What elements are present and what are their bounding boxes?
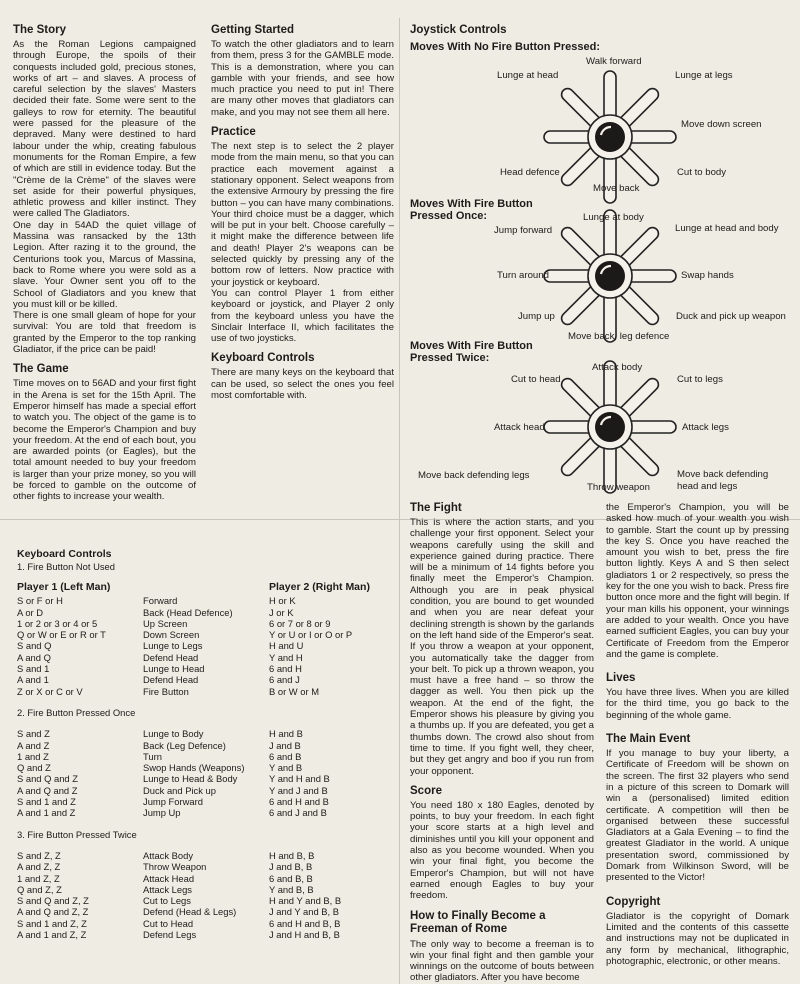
dial2-heading — [410, 198, 533, 222]
lives-text: You have three lives. When you are killed for the third time, you go back to the beginning of the whole game. — [606, 687, 789, 721]
player2-keys: J and B, B — [269, 861, 313, 873]
key-table-row — [17, 918, 397, 929]
key-table-row — [17, 796, 397, 807]
action-name: Turn — [143, 750, 162, 762]
player2-keys: J or K — [269, 606, 294, 618]
freeman-heading-line: Freeman of Rome — [410, 922, 508, 935]
player2-keys: Y and H — [269, 651, 303, 663]
player1-heading: Player 1 (Left Man) — [17, 581, 111, 594]
action-name: Cut to Legs — [143, 895, 191, 907]
action-name: Defend Head — [143, 651, 199, 663]
joystick-dial-fire-once — [540, 206, 680, 346]
getting-started-heading: Getting Started — [211, 24, 295, 36]
dial3-label: Move back defending legs — [418, 470, 530, 481]
player1-keys: 1 and Z — [17, 750, 49, 762]
player1-keys: Q and Z — [17, 762, 51, 774]
key-table-row — [17, 773, 397, 784]
action-name: Lunge to Head — [143, 663, 205, 675]
fight-text: This is where the action starts, and you challenge your first opponent. Select your weapons carefully using the skill and experience gained during practice. There will be a minimum of 14 fights before you finally meet the Emperor's Champion. Although you are in peak physical condition, you are bound to get wounded and when you are near defeat your declining strength is shown by the garlands on the left hand side of the Emperor's seat. If you throw a weapon at your opponent, you automatically take the dagger from your belt. To pick up a thrown weapon, you must have a free hand – so throw the dagger as well. You then pick up the weapon. At the end of the fight, the Emperor shows his pleasure by giving you a thumbs up. If you are defeated, you get a thumbs down. The crowd also shout from time to time. If you fight well, they cheer, but they get angry and boo if you run from your opponent. — [410, 517, 594, 777]
action-name: Defend Head — [143, 674, 199, 686]
keyboard-controls-text: There are many keys on the keyboard that can be used, so select the ones you feel most comfortable with. — [211, 367, 394, 402]
player2-keys: 6 and B, B — [269, 872, 313, 884]
key-table-row — [17, 618, 397, 629]
key-table-row — [17, 762, 397, 773]
getting-started-text: To watch the other gladiators and to learn from them, press 3 for the GAMBLE mode. This is a demonstration, where you can gamble with your friends, and see how much practice you need to put in! There are many other moves that gladiators can make, and you may not see them all here. — [211, 39, 394, 118]
player2-keys: 6 and H and B — [269, 796, 329, 808]
practice-paragraph: The next step is to select the 2 player mode from the main menu, so that you can practice each movement against a stationary opponent. Select weapons from the extensive Armoury by pressing the fire button – you can have many combinations. Your third choice must be a dagger, which will be put in your belt. Choose carefully – it might make the difference between life and death! Player 2's weapons can be selected quickly by pressing any of the bottom row of letters. Now practice with your joystick or keyboard. — [211, 141, 394, 288]
player1-keys: A and 1 and Z — [17, 807, 76, 819]
dial3-label: Attack head — [494, 422, 545, 433]
action-name: Defend Legs — [143, 929, 197, 941]
lives-heading: Lives — [606, 672, 636, 685]
action-name: Throw Weapon — [143, 861, 207, 873]
action-name: Down Screen — [143, 629, 200, 641]
key-table-row — [17, 884, 397, 895]
key-table-row — [17, 873, 397, 884]
action-name: Back (Head Defence) — [143, 606, 233, 618]
player2-keys: 6 and J and B — [269, 807, 327, 819]
game-heading: The Game — [13, 363, 69, 376]
player1-keys: S and Z, Z — [17, 849, 61, 861]
player1-keys: S and Q — [17, 640, 52, 652]
column-fight — [410, 502, 594, 984]
dial2-label: Swap hands — [681, 270, 734, 281]
player1-keys: S and Q and Z — [17, 773, 78, 785]
dial2-label: Lunge at head and body — [675, 223, 779, 234]
joystick-heading: Joystick Controls — [410, 24, 507, 36]
dial3-heading-line: Pressed Twice: — [410, 352, 490, 364]
dial1-label: Cut to body — [677, 167, 727, 178]
key-table-heading: Keyboard Controls — [17, 548, 112, 560]
player1-keys: A and Z, Z — [17, 861, 61, 873]
player1-keys: S or F or H — [17, 595, 63, 607]
dial2-label: Move back, leg defence — [568, 331, 670, 342]
player2-keys: Y and J and B — [269, 784, 328, 796]
main-event-text: If you manage to buy your liberty, a Certificate of Freedom will be shown on the screen. The first 32 players who send in a picture of this screen to Domark will win a (personalised) limited edition certificate. A competition will then be organised between these successful Gladiators at a Gala Evening – to find the greatest Gladiator in the world. A unique presentation sword, commissioned by Domark from Wilkinson Sword, will be presented to the Victor! — [606, 748, 789, 884]
player1-keys: Q or W or E or R or T — [17, 629, 106, 641]
player2-keys: H and B — [269, 728, 303, 740]
joystick-dial-fire-twice — [540, 357, 680, 497]
dial3-label: Attack body — [592, 362, 643, 373]
action-name: Jump Forward — [143, 796, 203, 808]
player1-keys: S and Z — [17, 728, 50, 740]
player1-keys: 1 or 2 or 3 or 4 or 5 — [17, 617, 98, 629]
score-heading: Score — [410, 784, 442, 797]
dial3-heading-line: Moves With Fire Button — [410, 340, 533, 352]
dial3-heading — [410, 340, 533, 364]
key-table-row — [17, 640, 397, 651]
player1-keys: S and 1 and Z, Z — [17, 917, 87, 929]
player2-keys: Y and H and B — [269, 773, 330, 785]
player2-keys: 6 and H — [269, 663, 302, 675]
key-table-sub: 2. Fire Button Pressed Once — [17, 706, 136, 718]
action-name: Attack Body — [143, 849, 194, 861]
dial1-label: Move down screen — [681, 119, 762, 130]
score-text: You need 180 x 180 Eagles, denoted by points, to buy your freedom. In each fight your score starts at a high level and diminishes until you kill your opponent and also as you become wounded. When you win your final fight, you become the Emperor's Champion, but will not have earned enough Eagles to buy your freedom. — [410, 799, 594, 902]
key-rows-fire-twice — [17, 850, 397, 940]
key-table-row — [17, 906, 397, 917]
dial3-label: Throw weapon — [587, 482, 650, 493]
story-paragraph: There is one small gleam of hope for your survival: You are told that freedom is granted by the Emperor to the top ranking Gladiator, if the price can be paid! — [13, 310, 196, 356]
action-name: Lunge to Legs — [143, 640, 203, 652]
key-table-row — [17, 674, 397, 685]
column-lives — [606, 502, 789, 967]
dial3-label: Cut to head — [511, 374, 561, 385]
key-rows-no-fire — [17, 595, 397, 697]
fold-line-vertical — [399, 18, 400, 984]
dial3-label: Attack legs — [682, 422, 729, 433]
key-table-row — [17, 895, 397, 906]
freeman-heading — [410, 910, 594, 936]
key-table-row — [17, 728, 397, 739]
player2-keys: Y and B, B — [269, 883, 314, 895]
dial2-heading-line: Moves With Fire Button — [410, 198, 533, 210]
key-table-row — [17, 595, 397, 606]
dial1-label: Walk forward — [586, 56, 642, 67]
key-table-row — [17, 740, 397, 751]
action-name: Up Screen — [143, 617, 188, 629]
freeman-text: The only way to become a freeman is to win your final fight and then gamble your winnings on the outcome of bouts between other gladiators. After you have become — [410, 938, 594, 984]
player2-keys: 6 and B — [269, 750, 302, 762]
dial1-heading: Moves With No Fire Button Pressed: — [410, 41, 600, 53]
key-table-row — [17, 607, 397, 618]
player2-keys: H and B, B — [269, 849, 315, 861]
game-text: Time moves on to 56AD and your first fight in the Arena is set for the 15th April. The Emperor himself has made a special effort to watch you. The object of the game is to become the Emperor's Champion and buy your freedom. At the end of each bout, you are awarded points (or Eagles), but the total amount needed to buy your freedom is larger than your prize money, so you will be forced to gamble on the outcome of other fights to increase your wealth. — [13, 378, 196, 503]
player-headings — [17, 582, 397, 595]
player1-keys: Z or X or C or V — [17, 685, 83, 697]
player1-keys: 1 and Z, Z — [17, 872, 60, 884]
dial1-label: Lunge at head — [497, 70, 559, 81]
key-table-row — [17, 629, 397, 640]
player1-keys: A and 1 and Z, Z — [17, 929, 87, 941]
player1-keys: A and 1 — [17, 674, 49, 686]
player2-keys: H and Y and B, B — [269, 895, 342, 907]
player2-keys: J and Y and B, B — [269, 906, 340, 918]
key-table-row — [17, 663, 397, 674]
action-name: Fire Button — [143, 685, 189, 697]
player1-keys: Q and Z, Z — [17, 883, 62, 895]
action-name: Attack Head — [143, 872, 195, 884]
player2-keys: H or K — [269, 595, 296, 607]
player1-keys: A and Z — [17, 739, 50, 751]
player2-heading: Player 2 (Right Man) — [269, 581, 370, 594]
player1-keys: A and Q — [17, 651, 51, 663]
story-heading: The Story — [13, 24, 67, 36]
player2-keys: Y and B — [269, 762, 303, 774]
player1-keys: S and 1 and Z — [17, 796, 76, 808]
dial1-label: Head defence — [500, 167, 560, 178]
key-table-row — [17, 652, 397, 663]
keyboard-controls-table — [17, 548, 397, 940]
key-table-row — [17, 850, 397, 861]
dial2-label: Lunge at body — [583, 212, 644, 223]
player1-keys: S and 1 — [17, 663, 50, 675]
dial2-label: Jump forward — [494, 225, 553, 236]
dial2-label: Jump up — [518, 311, 555, 322]
player2-keys: J and H and B, B — [269, 929, 340, 941]
dial3-label: Move back defending — [677, 469, 769, 480]
column-getting-started — [211, 24, 394, 401]
story-paragraph: One day in 54AD the quiet village of Massina was ransacked by the 13th Legion. After razing it to the ground, the Centurions took you, Marcus of Massina, back to Rome where you were sold as a slave. Your Owner sent you off to the School of Gladiators and you knew that you must kill or be killed. — [13, 219, 196, 310]
dial2-heading-line: Pressed Once: — [410, 210, 488, 222]
action-name: Lunge to Body — [143, 728, 204, 740]
dial3-label: Cut to legs — [677, 374, 723, 385]
key-table-row — [17, 686, 397, 697]
player1-keys: A or D — [17, 606, 44, 618]
key-table-sub: 3. Fire Button Pressed Twice — [17, 828, 137, 840]
player1-keys: S and Q and Z, Z — [17, 895, 89, 907]
practice-paragraph: You can control Player 1 from either keyboard or joystick, and Player 2 only from the keyboard unless you have the Sinclair Interface II, which facilitates the use of two joysticks. — [211, 287, 394, 345]
action-name: Swop Hands (Weapons) — [143, 762, 245, 774]
key-table-sub: 1. Fire Button Not Used — [17, 561, 115, 572]
player2-keys: 6 and J — [269, 674, 300, 686]
main-event-heading: The Main Event — [606, 733, 691, 746]
story-paragraph: As the Roman Legions campaigned through Europe, the spoils of their conquests included gold, precious stones, works of art – and slaves. A process of careful selection by the slaves' Masters decided their fate. Some were sent to the galleys to row for eternity. The beautiful were passed for the pleasure of the depraved. Many were destined to hard labour under the whip, creating fabulous monuments for the Roman Empire, a few of which are still in evidence today. But the "Crème de la Crème" of the slaves were set aside for their powerful physiques, athletic prowess and killer instinct. They were called The Gladiators. — [13, 39, 196, 220]
key-table-row — [17, 751, 397, 762]
player2-keys: Y or U or I or O or P — [269, 629, 353, 641]
copyright-heading: Copyright — [606, 895, 661, 908]
action-name: Defend (Head & Legs) — [143, 906, 237, 918]
dial1-label: Lunge at legs — [675, 70, 733, 81]
action-name: Cut to Head — [143, 917, 194, 929]
player2-keys: B or W or M — [269, 685, 320, 697]
key-table-row — [17, 929, 397, 940]
key-table-row — [17, 807, 397, 818]
action-name: Jump Up — [143, 807, 181, 819]
key-table-row — [17, 785, 397, 796]
player2-keys: 6 and H and B, B — [269, 917, 341, 929]
action-name: Forward — [143, 595, 178, 607]
player1-keys: A and Q and Z — [17, 784, 78, 796]
keyboard-controls-heading: Keyboard Controls — [211, 352, 315, 365]
champion-text: the Emperor's Champion, you will be asked how much of your wealth you wish to gamble. Start the count up by pressing the key S. Once you have reached the amount you wish to bet, press the fire button lightly. Keys A and S then select gladiators 1 or 2 respectively, so press the key for the one you wish to back. Press fire button once more and the fight will begin. If your man kills his opponent, your winnings are added to your wealth. Once you have earned sufficient Eagles, you can buy your Certificate of Freedom from the Emperor and the game is complete. — [606, 502, 789, 660]
copyright-text: Gladiator is the copyright of Domark Limited and the contents of this cassette and instructions may not be duplicated in any form by mechanical, lithographic, photographic, electronic, or other means. — [606, 910, 789, 967]
column-story — [13, 24, 196, 503]
fight-heading: The Fight — [410, 502, 462, 514]
action-name: Back (Leg Defence) — [143, 739, 226, 751]
action-name: Lunge to Head & Body — [143, 773, 238, 785]
player2-keys: J and B — [269, 739, 301, 751]
dial1-label: Move back — [593, 183, 640, 194]
player2-keys: H and U — [269, 640, 304, 652]
dial2-label: Duck and pick up weapon — [676, 311, 786, 322]
key-table-row — [17, 861, 397, 872]
player2-keys: 6 or 7 or 8 or 9 — [269, 617, 331, 629]
freeman-heading-line: How to Finally Become a — [410, 909, 546, 922]
dial2-label: Turn around — [497, 270, 549, 281]
dial3-label: head and legs — [677, 481, 738, 492]
action-name: Attack Legs — [143, 883, 192, 895]
action-name: Duck and Pick up — [143, 784, 216, 796]
key-rows-fire-once — [17, 728, 397, 818]
player1-keys: A and Q and Z, Z — [17, 906, 89, 918]
practice-heading: Practice — [211, 126, 256, 139]
